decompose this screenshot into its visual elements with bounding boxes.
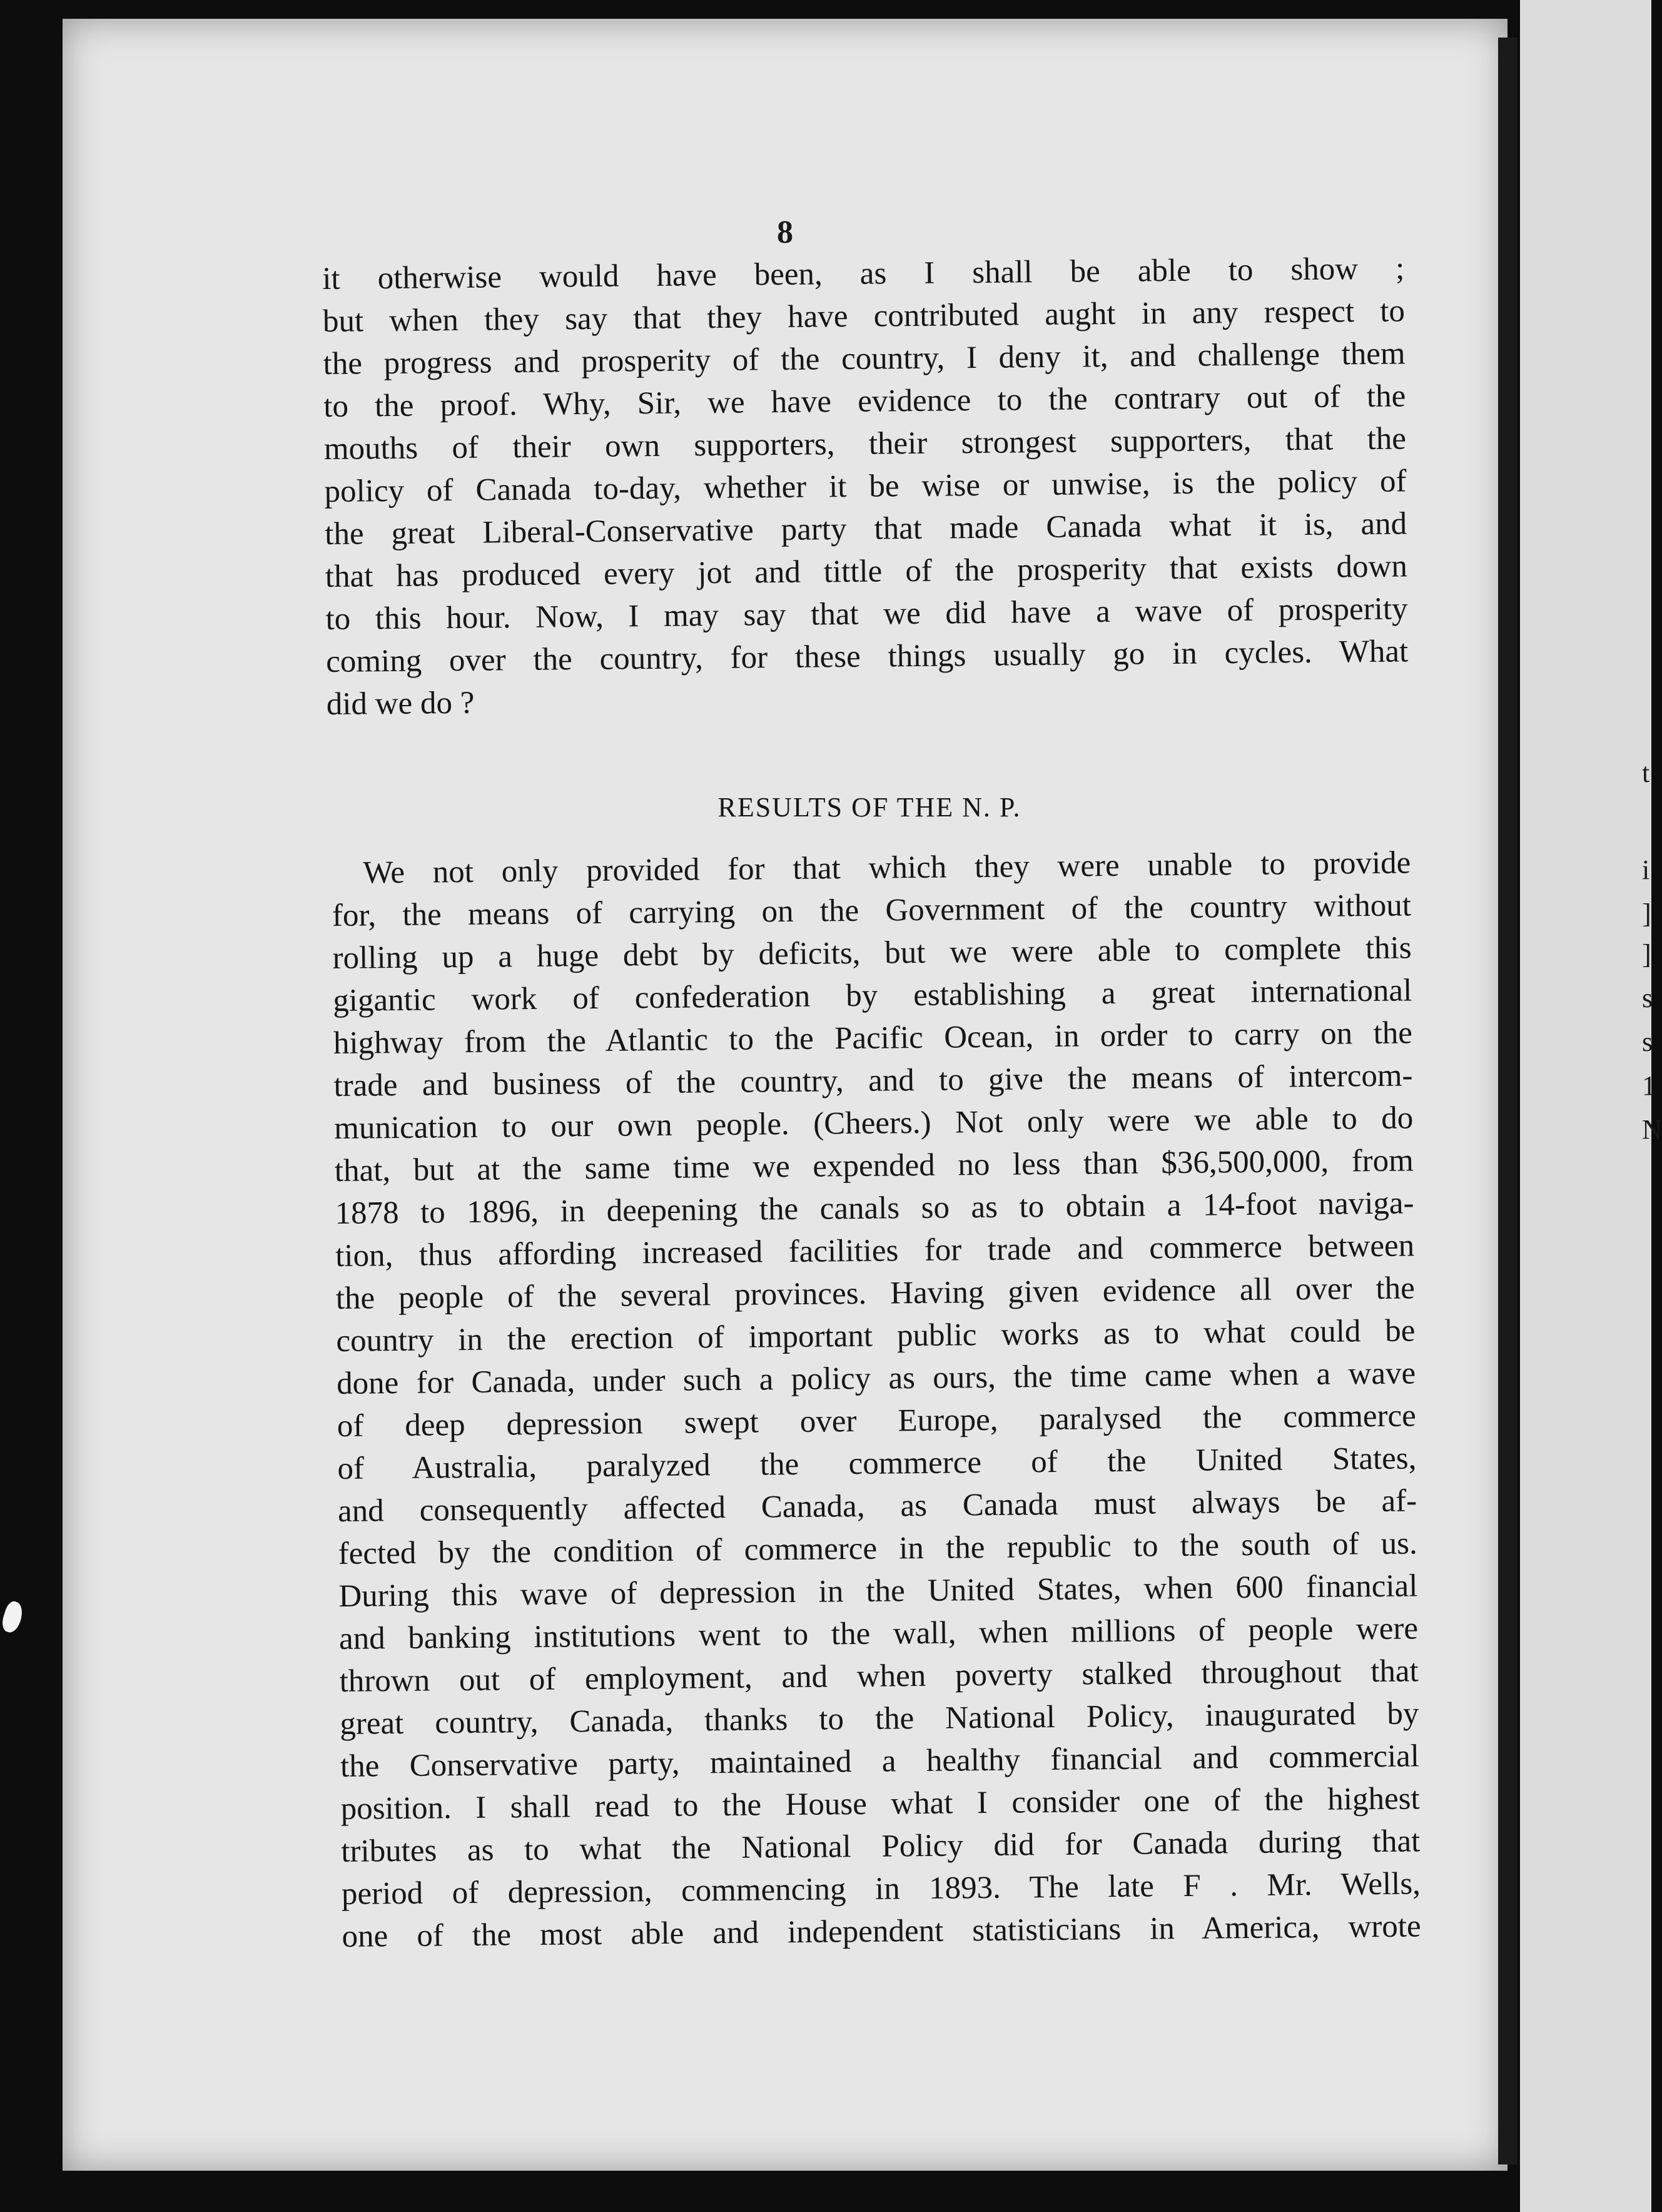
adjacent-page-fragment: 1 <box>1642 1070 1656 1101</box>
text-line: of Australia, paralyzed the commerce of the United States, <box>337 1441 1417 1486</box>
text-line: 1878 to 1896, in deepening the canals so as to obtain a 14-foot naviga- <box>335 1185 1414 1231</box>
text-line: but when they say that they have contributed aught in any respect to <box>322 293 1406 339</box>
text-line: thrown out of employment, and when poverty stalked throughout that <box>339 1653 1419 1699</box>
text-line: of deep depression swept over Europe, paralysed the commerce <box>337 1398 1417 1444</box>
text-line: the progress and prosperity of the country, I deny it, and challenge them <box>323 336 1406 382</box>
paragraph-results <box>332 841 1421 1957</box>
text-line: to this hour. Now, I may say that we did have a wave of prosperity <box>325 591 1408 637</box>
adjacent-page-fragment: i <box>1642 855 1650 885</box>
text-line: that, but at the same time we expended no less than $36,500,000, from <box>334 1143 1414 1189</box>
adjacent-page-fragment: N <box>1642 1114 1662 1145</box>
adjacent-page-fragment: s <box>1642 983 1653 1013</box>
text-line: the Conservative party, maintained a healthy financial and commercial <box>340 1738 1420 1784</box>
text-line: fected by the condition of commerce in the republic to the south of us. <box>338 1526 1417 1571</box>
text-line: period of depression, commencing in 1893. The late F . Mr. Wells, <box>341 1866 1421 1912</box>
text-line: coming over the country, for these things usually go in cycles. What <box>325 634 1409 679</box>
text-line: mouths of their own supporters, their strongest supporters, that the <box>323 421 1407 467</box>
adjacent-page-fragment: s <box>1642 1027 1653 1057</box>
adjacent-page-fragment: ] <box>1642 898 1651 929</box>
text-line: and consequently affected Canada, as Canada must always be af- <box>337 1483 1417 1529</box>
text-line: trade and business of the country, and to give the means of intercom- <box>333 1058 1413 1103</box>
page-number: 8 <box>777 215 793 250</box>
section-heading: RESULTS OF THE N. P. <box>717 792 1021 823</box>
text-line: country in the erection of important public works as to what could be <box>336 1313 1416 1359</box>
text-line: done for Canada, under such a policy as ours, the time came when a wave <box>336 1356 1416 1401</box>
text-line: position. I shall read to the House what I consider one of the highest <box>340 1781 1420 1827</box>
text-line: the people of the several provinces. Having given evidence all over the <box>335 1271 1416 1316</box>
adjacent-page-fragment: t <box>1642 758 1650 788</box>
text-line: munication to our own people. (Cheers.) Not only were we able to do <box>333 1100 1414 1146</box>
page-edge-shadow <box>1498 38 1517 2164</box>
text-line: During this wave of depression in the United States, when 600 financial <box>338 1568 1418 1614</box>
text-line: rolling up a huge debt by deficits, but we were able to complete this <box>332 930 1412 976</box>
paragraph-continued <box>322 247 1409 726</box>
adjacent-page-fragment: ] <box>1642 939 1651 970</box>
text-line: it otherwise would have been, as I shall be able to show ; <box>322 251 1405 297</box>
text-line: great country, Canada, thanks to the National Policy, inaugurated by <box>340 1696 1419 1742</box>
text-line: tributes as to what the National Policy did for Canada during that <box>341 1824 1421 1869</box>
adjacent-page <box>1520 0 1662 2212</box>
scan-blot <box>0 1600 26 1635</box>
text-line: and banking institutions went to the wall, when millions of people were <box>338 1611 1419 1656</box>
text-line: one of the most able and independent statisticians in America, wrote <box>342 1909 1421 1954</box>
text-line: highway from the Atlantic to the Pacific Ocean, in order to carry on the <box>333 1015 1413 1061</box>
text-line: to the proof. Why, Sir, we have evidence to the contrary out of the <box>323 378 1406 424</box>
text-line: We not only provided for that which they were unable to provide <box>363 845 1411 891</box>
text-line: policy of Canada to-day, whether it be wise or unwise, is the policy of <box>324 464 1407 509</box>
text-line: tion, thus affording increased facilities for trade and commerce between <box>335 1228 1415 1274</box>
text-line: did we do ? <box>326 685 475 722</box>
text-line: that has produced every jot and tittle of the prosperity that exists down <box>325 549 1408 594</box>
text-line: for, the means of carrying on the Government of the country without <box>332 888 1412 933</box>
text-line: the great Liberal-Conservative party that made Canada what it is, and <box>324 506 1407 552</box>
text-line: gigantic work of confederation by establishing a great international <box>333 973 1412 1018</box>
